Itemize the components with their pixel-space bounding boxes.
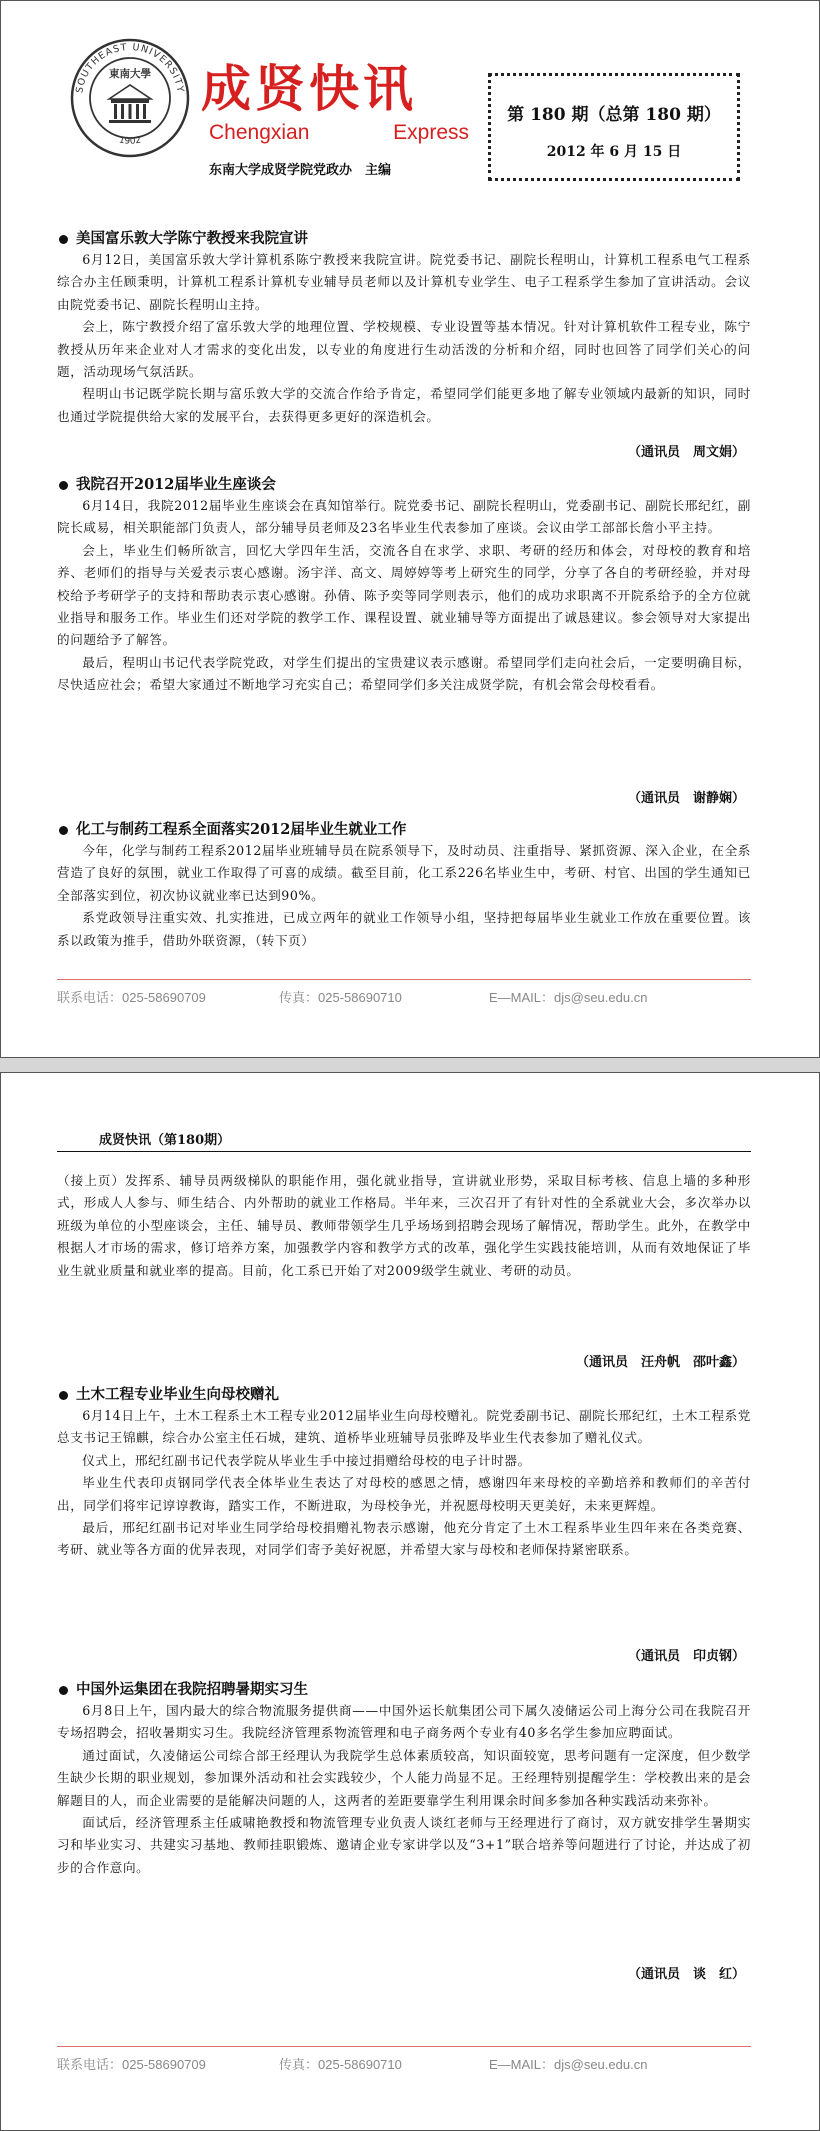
paragraph: 仪式上，邢纪红副书记代表学院从毕业生手中接过捐赠给母校的电子计时器。: [82, 1452, 531, 1468]
footer-fax: 传真：025-58690710: [279, 2057, 402, 2072]
article-body: [57, 249, 751, 428]
article-title: [59, 818, 406, 839]
svg-text:1902: [118, 135, 142, 146]
footer-fax: 传真：025-58690710: [279, 990, 402, 1005]
article-author: （通讯员 汪舟帆 邵叶鑫）: [575, 1355, 745, 1370]
page-1: [0, 0, 820, 1058]
article-title-text: 土木工程专业毕业生向母校赠礼: [76, 1386, 279, 1403]
footer-rule: [57, 979, 751, 980]
article-title: [59, 473, 276, 494]
paragraph: 最后，邢纪红副书记对毕业生同学给母校捐赠礼物表示感谢，他充分肯定了土木工程系毕业生四年来在各类竞赛、考研、就业等各方面的优异表现，对同学们寄予美好祝愿，并希望大家与母校和老师保持紧密联系。: [57, 1520, 751, 1558]
paragraph: 面试后，经济管理系主任戚啸艳教授和物流管理专业负责人谈红老师与王经理进行了商讨，双方就安排学生暑期实习和毕业实习、共建实习基地、教师挂职锻炼、邀请企业专家讲学以及“3+1”联合培养等问题进行了讨论，并达成了初步的合作意向。: [57, 1815, 751, 1875]
article-author: （通讯员 谈 红）: [627, 1967, 745, 1982]
paragraph: 今年，化学与制药工程系2012届毕业班辅导员在院系领导下，及时动员、注重指导、紧抓资源、深入企业，在全系营造了良好的氛围，就业工作取得了可喜的成绩。截至目前，化工系226名毕业生中，考研、村官、出国的学生通知已全部落实到位，初次协议就业率已达到90%。: [57, 843, 751, 903]
bullet-icon: [59, 1686, 68, 1695]
title-en-express: Express: [393, 121, 469, 144]
article-title-text: 我院召开2012届毕业生座谈会: [76, 476, 276, 493]
bullet-icon: [59, 1391, 68, 1400]
article-body: [57, 495, 751, 697]
paragraph: （接上页）发挥系、辅导员两级梯队的职能作用，强化就业指导，宣讲就业形势，采取目标考核、信息上墙的多种形式，形成人人参与、师生结合、内外帮助的就业工作格局。半年来，三次召开了有针对性的全系就业大会，多次举办以班级为单位的小型座谈会，主任、辅导员、教师带领学生几乎场场到招聘会现场了解情况，帮助学生。此外，在教学中根据人才市场的需求，修订培养方案，加强教学内容和教学方式的改革，强化学生实践技能培训，从而有效地保证了毕业生就业质量和就业率的提高。目前，化工系已开始了对2009级学生就业、考研的动员。: [57, 1173, 751, 1278]
footer-phone: 联系电话：025-58690709: [57, 990, 206, 1005]
issue-box: [488, 73, 740, 181]
paragraph: 程明山书记既学院长期与富乐敦大学的交流合作给予肯定，希望同学们能更多地了解专业领域内最新的知识，同时也通过学院提供给大家的发展平台，去获得更多更好的深造机会。: [57, 386, 751, 424]
running-head: 成贤快讯（第180期）: [99, 1133, 231, 1148]
paragraph: 6月8日上午，国内最大的综合物流服务提供商——中国外运长航集团公司下属久凌储运公司上海分公司在我院召开专场招聘会，招收暑期实习生。我院经济管理系物流管理和电子商务两个专业有40多名学生参加应聘面试。: [57, 1703, 751, 1741]
article-author: （通讯员 谢静娴）: [627, 791, 745, 806]
newsletter-title: 成贤快讯: [201, 59, 417, 118]
university-seal-logo: [69, 37, 191, 159]
footer-rule: [57, 2046, 751, 2047]
paragraph: 会上，陈宁教授介绍了富乐敦大学的地理位置、学校规模、专业设置等基本情况。针对计算机软件工程专业，陈宁教授从历年来企业对人才需求的变化出发，以专业的角度进行生动活泼的分析和介绍，同时也回答了同学们关心的问题，活动现场气氛活跃。: [57, 319, 751, 380]
paragraph: 最后，程明山书记代表学院党政，对学生们提出的宝贵建议表示感谢。希望同学们走向社会后，一定要明确目标，尽快适应社会；希望大家通过不断地学习充实自己；希望同学们多关注成贤学院，有机会常会母校看看。: [57, 654, 751, 693]
article-body: [57, 1405, 751, 1562]
newsletter-title-en: [209, 121, 469, 145]
paragraph: 6月14日上午，土木工程系土木工程专业2012届毕业生向母校赠礼。院党委副书记、副院长邢纪红，土木工程系党总支书记王锦麒，综合办公室主任石城，建筑、道桥毕业班辅导员张晔及毕业生代表参加了赠礼仪式。: [57, 1408, 751, 1446]
paragraph: 6月12日，美国富乐敦大学计算机系陈宁教授来我院宣讲。院党委书记、副院长程明山，计算机工程系电气工程系综合办主任顾秉明，计算机工程系计算机专业辅导员老师以及计算机专业学生、电子工程系学生参加了宣讲活动。会议由院党委书记、副院长程明山主持。: [57, 252, 751, 312]
bullet-icon: [59, 235, 68, 244]
seal-text-top: SOUTHEAST UNIVERSITY: [74, 41, 186, 94]
bullet-icon: [59, 481, 68, 490]
bullet-icon: [59, 826, 68, 835]
footer-phone: 联系电话：025-58690709: [57, 2057, 206, 2072]
issue-date: 2012 年 6 月 15 日: [546, 144, 682, 160]
article-title: [59, 1383, 279, 1404]
article-body: [57, 1700, 751, 1879]
article-title-text: 美国富乐敦大学陈宁教授来我院宣讲: [76, 230, 308, 247]
issue-number: 第 180 期（总第 180 期）: [507, 105, 721, 125]
title-en-chengxian: Chengxian: [209, 121, 310, 144]
article-body-continued: [57, 1170, 751, 1282]
editor-line: 东南大学成贤学院党政办 主编: [209, 163, 392, 178]
footer-email: E—MAIL：djs@seu.edu.cn: [489, 990, 648, 1005]
paragraph: 毕业生代表印贞钢同学代表全体毕业生表达了对母校的感恩之情，感谢四年来母校的辛勤培养和教师们的辛苦付出，同学们将牢记谆谆教诲，踏实工作，不断进取，为母校争光，并祝愿母校明天更美好，未来更辉煌。: [57, 1475, 751, 1513]
page-2: [0, 1072, 820, 2131]
article-title: [59, 227, 308, 248]
seal-year: 1902: [118, 135, 142, 147]
running-head-rule: [57, 1151, 751, 1152]
article-title: [59, 1678, 308, 1699]
article-title-text: 化工与制药工程系全面落实2012届毕业生就业工作: [76, 821, 407, 838]
paragraph: 通过面试，久凌储运公司综合部王经理认为我院学生总体素质较高，知识面较宽，思考问题有一定深度，但少数学生缺少长期的职业规划，参加课外活动和社会实践较少，个人能力尚显不足。王经理特别提醒学生：学校教出来的是会解题目的人，而企业需要的是能解决问题的人，这两者的差距要靠学生利用课余时间多参加各种实践活动来弥补。: [57, 1747, 751, 1808]
footer-email: E—MAIL：djs@seu.edu.cn: [489, 2057, 648, 2072]
article-body: [57, 840, 751, 952]
article-title-text: 中国外运集团在我院招聘暑期实习生: [76, 1681, 308, 1698]
paragraph: 会上，毕业生们畅所欲言，回忆大学四年生活，交流各自在求学、求职、考研的经历和体会，对母校的教育和培养、老师们的指导与关爱表示衷心感谢。汤宇洋、高文、周婷婷等考上研究生的同学，分享了各自的考研经验，并对母校给予考研学子的支持和帮助表示衷心感谢。孙倩、陈予奕等同学则表示，他们的成功求职离不开院系给予的全方位就业指导和服务工作。毕业生们还对学院的教学工作、课程设置、就业辅导等方面提出了诚恳建议。参会领导对大家提出的问题给予了解答。: [57, 542, 751, 648]
paragraph: 6月14日，我院2012届毕业生座谈会在真知馆举行。院党委书记、副院长程明山，党委副书记、副院长邢纪红，副院长咸易，相关职能部门负责人，部分辅导员老师及23名毕业生代表参加了座谈。会议由学工部部长詹小平主持。: [57, 498, 751, 536]
paragraph: 系党政领导注重实效、扎实推进，已成立两年的就业工作领导小组，坚持把每届毕业生就业工作放在重要位置。该系以政策为推手，借助外联资源，（转下页）: [57, 910, 751, 948]
seal-cn-name: 東南大學: [109, 68, 151, 80]
article-author: （通讯员 周文娟）: [627, 445, 745, 460]
article-author: （通讯员 印贞钢）: [627, 1649, 745, 1664]
